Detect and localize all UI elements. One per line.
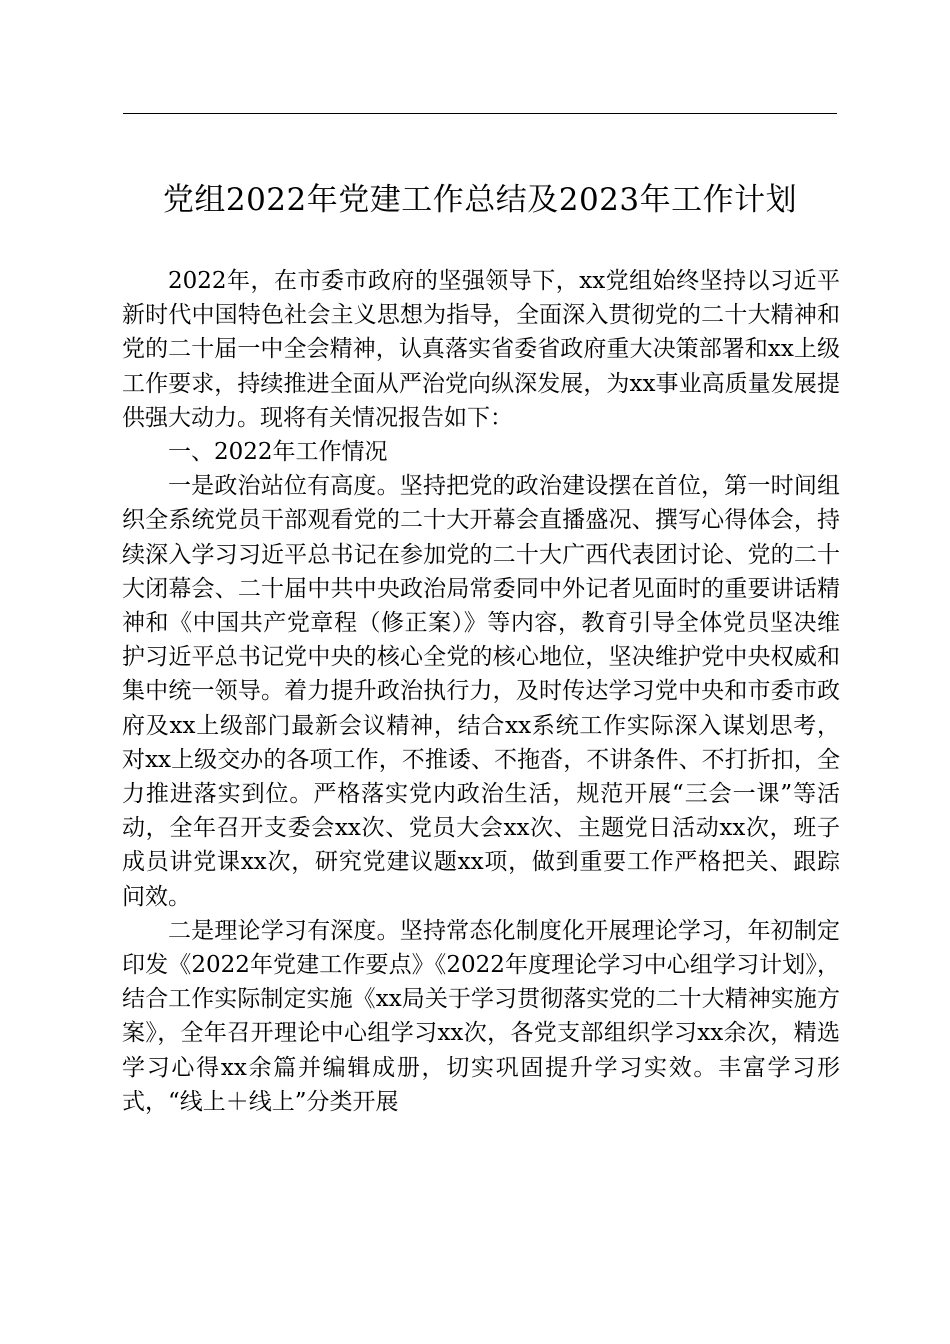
document-body: [122, 264, 840, 1119]
intro-paragraph: 2022年，在市委市政府的坚强领导下，xx党组始终坚持以习近平新时代中国特色社会主义思想为指导，全面深入贯彻党的二十大精神和党的二十届一中全会精神，认真落实省委省政府重大决策部署和xx上级工作要求，持续推进全面从严治党向纵深发展，为xx事业高质量发展提供强大动力。现将有关情况报告如下：: [122, 268, 840, 431]
item-1-paragraph: 一是政治站位有高度。坚持把党的政治建设摆在首位，第一时间组织全系统党员干部观看党的二十大开幕会直播盛况、撰写心得体会，持续深入学习习近平总书记在参加党的二十大广西代表团讨论、党的二十大闭幕会、二十届中共中央政治局常委同中外记者见面时的重要讲话精神和《中国共产党章程（修正案）》等内容，教育引导全体党员坚决维护习近平总书记党中央的核心全党的核心地位，坚决维护党中央权威和集中统一领导。着力提升政治执行力，及时传达学习党中央和市委市政府及xx上级部门最新会议精神，结合xx系统工作实际深入谋划思考，对xx上级交办的各项工作，不推诿、不拖沓，不讲条件、不打折扣，全力推进落实到位。严格落实党内政治生活，规范开展“三会一课”等活动，全年召开支委会xx次、党员大会xx次、主题党日活动xx次，班子成员讲党课xx次，研究党建议题xx项，做到重要工作严格把关、跟踪问效。: [122, 473, 840, 910]
document-title: 党组2022年党建工作总结及2023年工作计划: [162, 182, 798, 218]
section-heading: 一、2022年工作情况: [168, 439, 388, 466]
item-2-paragraph: 二是理论学习有深度。坚持常态化制度化开展理论学习，年初制定印发《2022年党建工作要点》《2022年度理论学习中心组学习计划》，结合工作实际制定实施《xx局关于学习贯彻落实党的二十大精神实施方案》，全年召开理论中心组学习xx次，各党支部组织学习xx余次，精选学习心得xx余篇并编辑成册，切实巩固提升学习实效。丰富学习形式，“线上＋线上”分类开展: [122, 917, 840, 1115]
header-rule: [123, 113, 837, 114]
